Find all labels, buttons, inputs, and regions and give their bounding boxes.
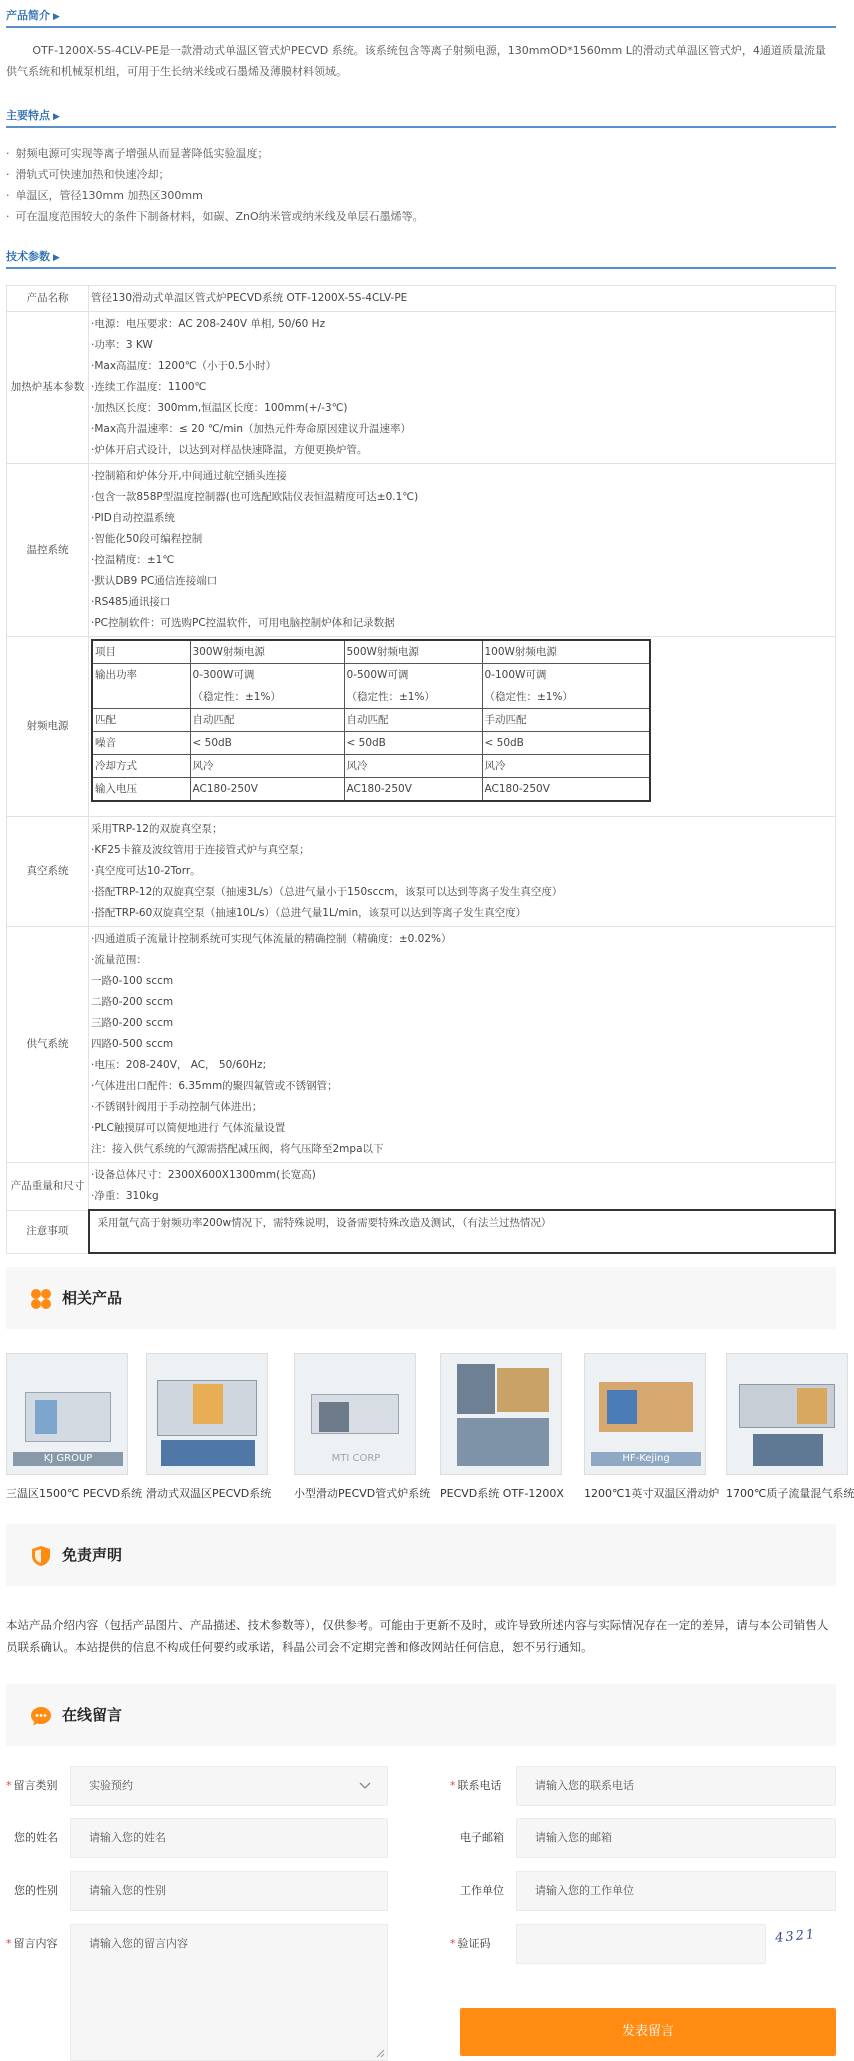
- required-mark: *: [6, 1937, 12, 1950]
- rf-cell: 自动匹配: [190, 709, 344, 732]
- email-input[interactable]: 请输入您的邮箱: [516, 1818, 836, 1858]
- spec-line: ·Max高温度：1200℃（小于0.5小时）: [91, 360, 277, 372]
- intro-text: OTF-1200X-5S-4CLV-PE是一款滑动式单温区管式炉PECVD 系统。该系统包含等离子射频电源，130mmOD*1560mm L的滑动式单温区管式炉，4通道质量流量供气系统和机械泵机组，可用于生长纳米线或石墨烯及薄膜材料领域。: [6, 44, 826, 78]
- company-input[interactable]: 请输入您的工作单位: [516, 1871, 836, 1911]
- spec-row-rf: [7, 637, 836, 817]
- content-placeholder: 请输入您的留言内容: [89, 1937, 188, 1950]
- spec-value: 管径130滑动式单温区管式炉PECVD系统 OTF-1200X-5S-4CLV-PE: [89, 286, 836, 312]
- product-name[interactable]: 1200℃1英寸双温区滑动炉: [584, 1487, 720, 1500]
- rf-cell: 0-500W可调 （稳定性：±1%）: [344, 664, 482, 709]
- type-label-text: 留言类别: [13, 1779, 58, 1792]
- spec-line: ·电源：电压要求：AC 208-240V 单相, 50/60 Hz: [91, 318, 326, 330]
- email-label: 电子邮箱: [460, 1831, 504, 1844]
- rf-cell: 风冷: [482, 755, 650, 778]
- spec-line: ·包含一款858P型温度控制器(也可选配欧陆仪表恒温精度可达±0.1℃): [91, 491, 419, 503]
- product-name[interactable]: PECVD系统 OTF-1200X: [440, 1487, 564, 1500]
- feature-item: · 单温区，管径130mm 加热区300mm: [6, 185, 836, 206]
- spec-label: 产品重量和尺寸: [7, 1163, 89, 1211]
- captcha-label: [450, 1924, 491, 1964]
- rf-cell: 手动匹配: [482, 709, 650, 732]
- spec-value-list: [89, 817, 836, 927]
- spec-label: 射频电源: [7, 637, 89, 817]
- phone-label: [450, 1766, 502, 1806]
- chevron-down-icon: [359, 1782, 371, 1790]
- spec-value-list: [89, 1163, 836, 1211]
- rf-cell: < 50dB: [482, 732, 650, 755]
- spec-line: ·PC控制软件：可选购PC控温软件，可用电脑控制炉体和记录数据: [91, 617, 395, 629]
- chat-bubble-icon: [30, 1705, 52, 1727]
- spec-line: ·炉体开启式设计，以达到对样品快速降温，方便更换炉管。: [91, 444, 368, 456]
- rf-cell: < 50dB: [344, 732, 482, 755]
- shield-icon: [30, 1545, 52, 1567]
- intro-section-title: 产品简介: [6, 9, 50, 22]
- spec-line: ·KF25卡箍及波纹管用于连接管式炉与真空泵；: [91, 844, 310, 856]
- spec-line: ·控温精度：±1℃: [91, 554, 175, 566]
- spec-value-list: [89, 312, 836, 464]
- product-name[interactable]: 1700℃质子流量混气系统: [726, 1487, 854, 1500]
- specs-section-title: 技术参数: [6, 250, 50, 263]
- spec-value-list: [89, 464, 836, 637]
- spec-line: ·真空度可达10-2Torr。: [91, 865, 201, 877]
- rf-cell: 0-300W可调 （稳定性：±1%）: [190, 664, 344, 709]
- related-product[interactable]: [440, 1353, 562, 1501]
- spec-row-furnace: [7, 312, 836, 464]
- spec-row-note: [7, 1210, 836, 1253]
- rf-table-row: [92, 664, 650, 709]
- rf-cell: 风冷: [344, 755, 482, 778]
- spec-row-size: [7, 1163, 836, 1211]
- gender-input[interactable]: 请输入您的性别: [70, 1871, 388, 1911]
- name-label: 您的姓名: [14, 1831, 58, 1844]
- rf-cell: 风冷: [190, 755, 344, 778]
- spec-line: ·连续工作温度：1100℃: [91, 381, 207, 393]
- product-image[interactable]: [726, 1353, 848, 1475]
- rf-table-row: [92, 778, 650, 802]
- product-image[interactable]: [6, 1353, 128, 1475]
- submit-button[interactable]: 发表留言: [460, 2008, 836, 2056]
- spec-label: 供气系统: [7, 927, 89, 1163]
- spec-line: ·智能化50段可编程控制: [91, 533, 203, 545]
- spec-value: 采用氩气高于射频功率200w情况下，需特殊说明，设备需要特殊改造及测试，（有法兰过热情况）: [89, 1210, 836, 1253]
- captcha-image[interactable]: 4321: [774, 1926, 817, 1947]
- spec-label: 加热炉基本参数: [7, 312, 89, 464]
- message-title: 在线留言: [62, 1706, 123, 1724]
- specs-section-header: [6, 245, 836, 269]
- message-header: [6, 1684, 836, 1746]
- rf-cell: 冷却方式: [92, 755, 190, 778]
- feature-item: · 射频电源可实现等离子增强从而显著降低实验温度；: [6, 143, 836, 164]
- rf-table-header: [92, 640, 650, 664]
- rf-cell: 自动匹配: [344, 709, 482, 732]
- spec-line: ·Max高升温速率：≤ 20 ℃/min（加热元件寿命原因建议升温速率）: [91, 423, 412, 435]
- spec-line: ·功率：3 KW: [91, 339, 153, 351]
- product-name[interactable]: 小型滑动PECVD管式炉系统: [294, 1487, 431, 1500]
- spec-line: ·PLC触摸屏可以简便地进行 气体流量设置: [91, 1122, 286, 1134]
- rf-cell: 300W射频电源: [190, 640, 344, 664]
- spec-line: 注：接入供气系统的气源需搭配减压阀，将气压降至2mpa以下: [91, 1143, 384, 1155]
- rf-table: [91, 639, 651, 802]
- spec-line: 采用TRP-12的双旋真空泵；: [91, 823, 223, 835]
- product-watermark: KJ GROUP: [13, 1452, 123, 1466]
- rf-cell: AC180-250V: [482, 778, 650, 802]
- features-section-title: 主要特点: [6, 109, 50, 122]
- disclaimer-title: 免责声明: [62, 1546, 123, 1564]
- required-mark: *: [450, 1779, 456, 1792]
- product-watermark: MTI CORP: [331, 1453, 381, 1464]
- related-product[interactable]: [584, 1353, 720, 1501]
- rf-cell: 噪音: [92, 732, 190, 755]
- content-textarea[interactable]: [70, 1924, 388, 2061]
- spec-line: ·搭配TRP-12的双旋真空泵（抽速3L/s）（总进气量小于150sccm，该泵可以达到等离子发生真空度）: [91, 886, 563, 898]
- spec-label: 真空系统: [7, 817, 89, 927]
- type-select-value: 实验预约: [89, 1779, 133, 1792]
- captcha-label-text: 验证码: [457, 1937, 491, 1950]
- spec-line: ·RS485通讯接口: [91, 596, 171, 608]
- rf-cell: 输入电压: [92, 778, 190, 802]
- content-label: [6, 1924, 58, 1964]
- spec-row-temp: [7, 464, 836, 637]
- related-product[interactable]: [294, 1353, 431, 1501]
- related-product[interactable]: [6, 1353, 143, 1501]
- product-image[interactable]: [146, 1353, 268, 1475]
- product-image[interactable]: [294, 1353, 416, 1475]
- feature-item: · 滑轨式可快速加热和快速冷却；: [6, 164, 836, 185]
- rf-cell: 0-100W可调 （稳定性：±1%）: [482, 664, 650, 709]
- resize-handle-icon[interactable]: [376, 2049, 385, 2058]
- spec-line: ·默认DB9 PC通信连接端口: [91, 575, 218, 587]
- required-mark: *: [450, 1937, 456, 1950]
- triangle-right-icon: ▶: [53, 112, 60, 122]
- spec-line: ·加热区长度：300mm,恒温区长度：100mm(+/-3℃): [91, 402, 348, 414]
- rf-cell: 100W射频电源: [482, 640, 650, 664]
- name-input[interactable]: 请输入您的姓名: [70, 1818, 388, 1858]
- intro-section-header: [6, 4, 836, 28]
- phone-input[interactable]: 请输入您的联系电话: [516, 1766, 836, 1806]
- rf-cell: < 50dB: [190, 732, 344, 755]
- spec-line: ·PID自动控温系统: [91, 512, 175, 524]
- disclaimer-header: [6, 1524, 836, 1586]
- product-name[interactable]: 滑动式双温区PECVD系统: [146, 1487, 272, 1500]
- type-label: [6, 1766, 58, 1806]
- spec-line: ·气体进出口配件：6.35mm的聚四氟管或不锈钢管；: [91, 1080, 338, 1092]
- spec-label: 产品名称: [7, 286, 89, 312]
- spec-line: ·净重：310kg: [91, 1190, 159, 1202]
- grid-icon: [30, 1288, 52, 1310]
- company-label: 工作单位: [460, 1884, 504, 1897]
- spec-line: ·控制箱和炉体分开,中间通过航空插头连接: [91, 470, 287, 482]
- rf-cell: 项目: [92, 640, 190, 664]
- triangle-right-icon: ▶: [53, 253, 60, 263]
- spec-line: ·流量范围：: [91, 954, 147, 966]
- spec-line: ·不锈钢针阀用于手动控制气体进出；: [91, 1101, 263, 1113]
- spec-row-gas: [7, 927, 836, 1163]
- rf-table-row: [92, 732, 650, 755]
- product-name[interactable]: 三温区1500℃ PECVD系统: [6, 1487, 143, 1500]
- spec-line: 一路0-100 sccm: [91, 975, 174, 987]
- feature-item: · 可在温度范围较大的条件下制备材料，如碳、ZnO纳米管或纳米线及单层石墨烯等。: [6, 206, 836, 227]
- rf-cell: 500W射频电源: [344, 640, 482, 664]
- spec-row-vacuum: [7, 817, 836, 927]
- rf-cell: AC180-250V: [190, 778, 344, 802]
- phone-label-text: 联系电话: [457, 1779, 502, 1792]
- related-product[interactable]: [146, 1353, 272, 1501]
- triangle-right-icon: ▶: [53, 12, 60, 22]
- spec-line: 四路0-500 sccm: [91, 1038, 174, 1050]
- spec-line: ·电压：208-240V， AC， 50/60Hz;: [91, 1059, 267, 1071]
- rf-cell: 输出功率: [92, 664, 190, 709]
- rf-table-row: [92, 755, 650, 778]
- spec-line: ·四通道质子流量计控制系统可实现气体流量的精确控制（精确度：±0.02%）: [91, 933, 452, 945]
- product-image[interactable]: [440, 1353, 562, 1475]
- disclaimer-text: 本站产品介绍内容（包括产品图片、产品描述、技术参数等），仅供参考。可能由于更新不及时，或许导致所述内容与实际情况存在一定的差异，请与本公司销售人员联系确认。本站提供的信息不构成任何要约或承诺，科晶公司会不定期完善和修改网站任何信息，恕不另行通知。: [6, 1618, 829, 1654]
- spec-value-rf: [89, 637, 836, 817]
- spec-line: ·设备总体尺寸：2300X600X1300mm(长宽高): [91, 1169, 316, 1181]
- related-header: [6, 1267, 836, 1329]
- product-image[interactable]: [584, 1353, 706, 1475]
- content-label-text: 留言内容: [13, 1937, 58, 1950]
- spec-label: 注意事项: [7, 1210, 89, 1253]
- spec-table: [6, 285, 836, 1254]
- features-section-header: [6, 104, 836, 128]
- spec-line: ·搭配TRP-60双旋真空泵（抽速10L/s）（总进气量1L/min，该泵可以达到等离子发生真空度）: [91, 907, 527, 919]
- spec-label: 温控系统: [7, 464, 89, 637]
- features-list: [6, 143, 836, 227]
- spec-row-name: [7, 286, 836, 312]
- product-watermark: HF-Kejing: [591, 1452, 701, 1466]
- spec-line: 三路0-200 sccm: [91, 1017, 174, 1029]
- required-mark: *: [6, 1779, 12, 1792]
- spec-line: 二路0-200 sccm: [91, 996, 174, 1008]
- captcha-input[interactable]: [516, 1924, 766, 1964]
- rf-cell: AC180-250V: [344, 778, 482, 802]
- rf-table-row: [92, 709, 650, 732]
- gender-label: 您的性别: [14, 1884, 58, 1897]
- spec-value-list: [89, 927, 836, 1163]
- related-title: 相关产品: [62, 1289, 123, 1307]
- type-select[interactable]: [70, 1766, 388, 1806]
- related-product[interactable]: [726, 1353, 854, 1501]
- rf-cell: 匹配: [92, 709, 190, 732]
